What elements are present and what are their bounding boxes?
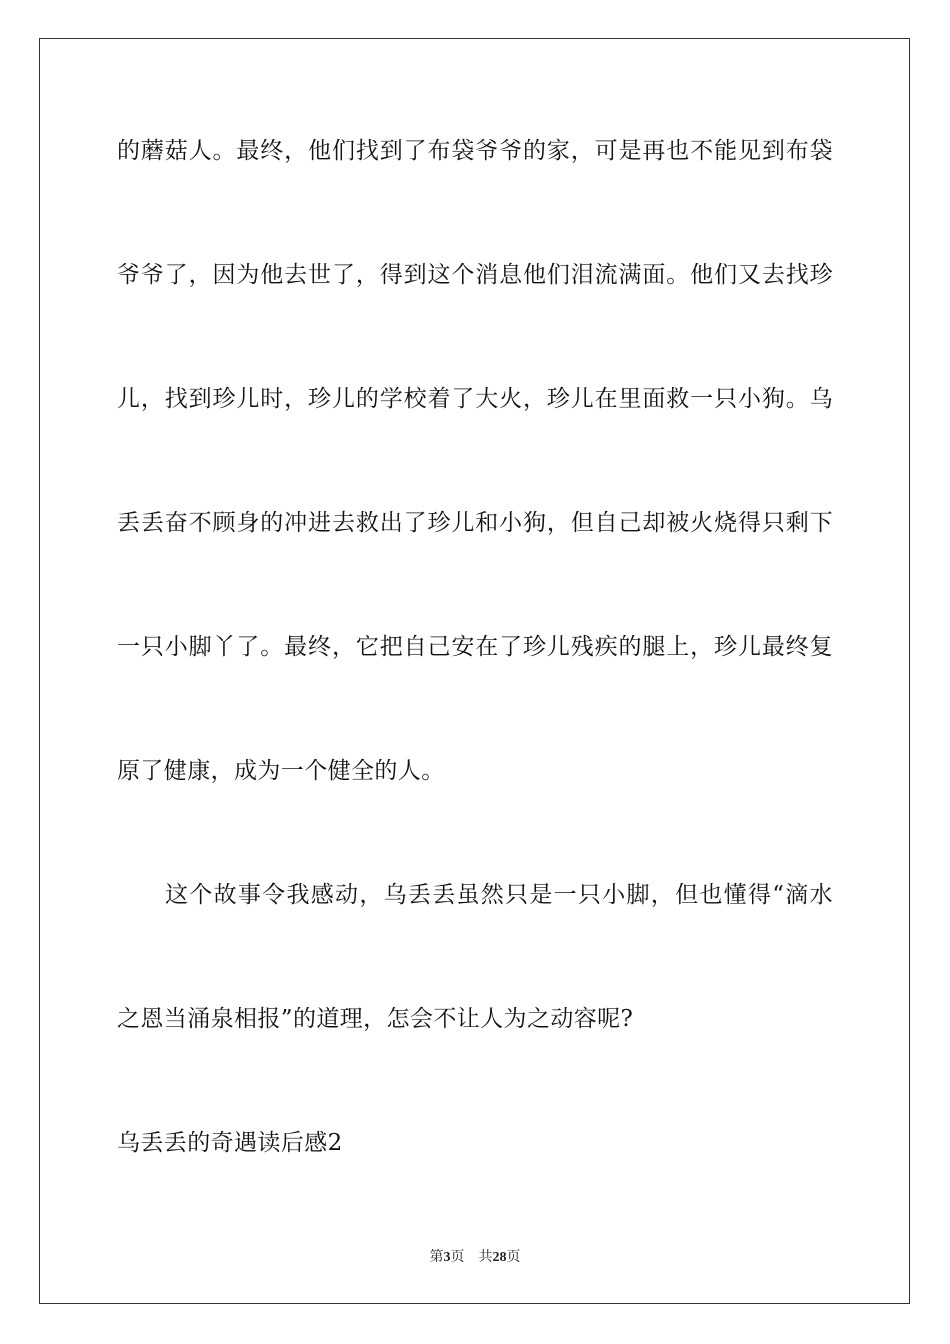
footer-total-prefix: 共: [478, 1249, 493, 1265]
text-line: 的蘑菇人。最终，他们找到了布袋爷爷的家，可是再也不能见到布袋: [117, 138, 833, 164]
text-line: 之恩当涌泉相报”的道理，怎会不让人为之动容呢?: [117, 1006, 634, 1032]
page-footer: [0, 1247, 950, 1268]
footer-prefix: 第: [429, 1249, 444, 1265]
footer-page-number: 3: [443, 1250, 451, 1265]
section-heading: 乌丢丢的奇遇读后感2: [117, 1130, 343, 1156]
page-border: [39, 38, 910, 1304]
text-line: 丢丢奋不顾身的冲进去救出了珍儿和小狗，但自己却被火烧得只剩下: [117, 510, 833, 536]
footer-total-pages: 28: [492, 1250, 507, 1265]
text-line: 一只小脚丫了。最终，它把自己安在了珍儿残疾的腿上，珍儿最终复: [117, 634, 833, 660]
text-line: 这个故事令我感动，乌丢丢虽然只是一只小脚，但也懂得“滴水: [165, 882, 833, 908]
text-line: 儿，找到珍儿时，珍儿的学校着了大火，珍儿在里面救一只小狗。乌: [117, 386, 833, 412]
text-line: 原了健康，成为一个健全的人。: [117, 758, 445, 784]
text-line: 爷爷了，因为他去世了，得到这个消息他们泪流满面。他们又去找珍: [117, 262, 833, 288]
footer-total-suffix: 页: [506, 1249, 521, 1265]
footer-page-suffix: 页: [450, 1249, 465, 1265]
